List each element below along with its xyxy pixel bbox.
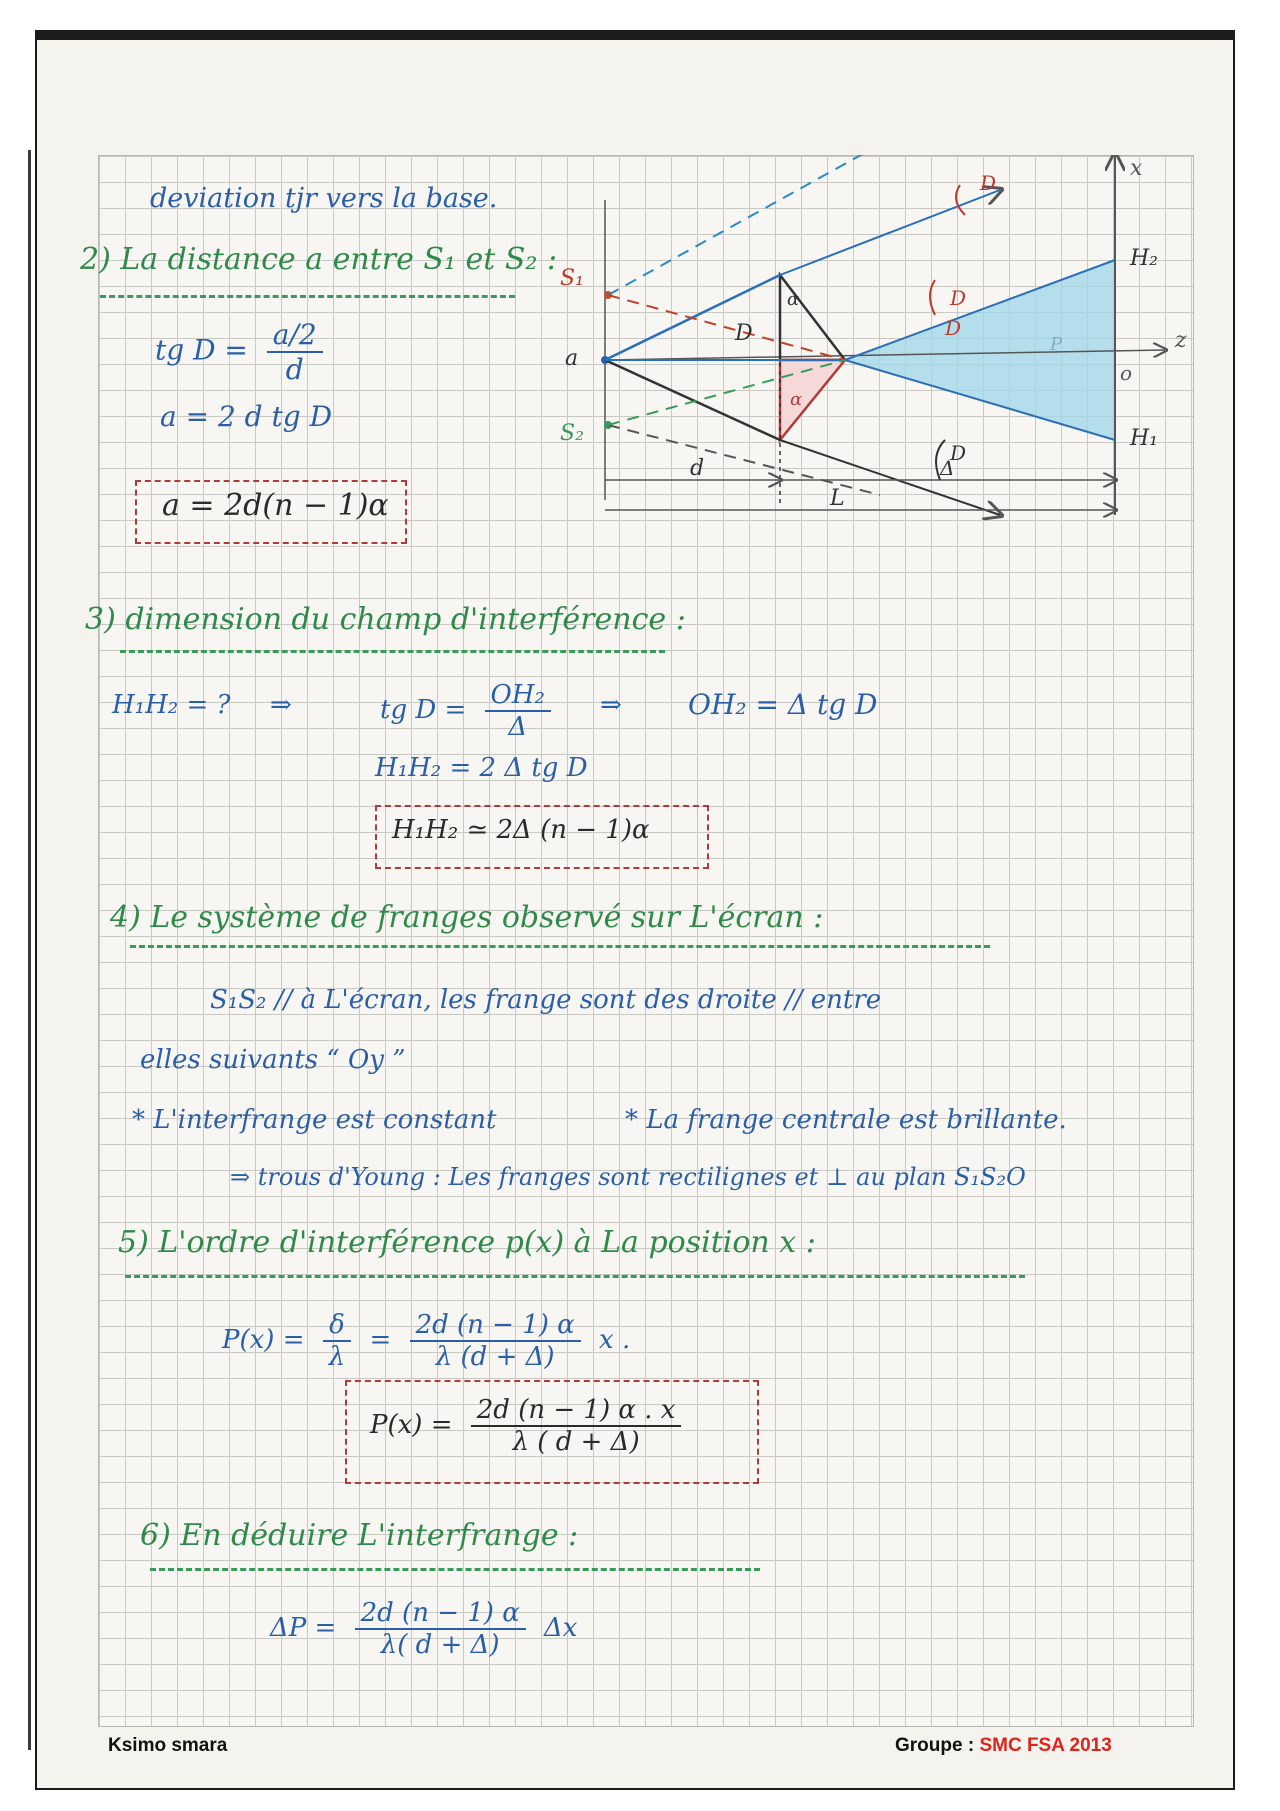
diagram-label-d: d	[690, 456, 705, 481]
q5-boxed-fraction	[471, 1395, 682, 1457]
diagram-label-H2: H₂	[1130, 246, 1159, 271]
q4-heading: 4) Le système de franges observé sur L'écran :	[110, 900, 824, 935]
q5-boxed-den: λ ( d + Δ)	[512, 1427, 640, 1457]
q5-f1-num: δ	[323, 1310, 351, 1342]
q6-heading-underline	[150, 1568, 760, 1571]
q2-tg-fraction	[267, 318, 323, 386]
q2-tg-equation	[155, 318, 333, 386]
q3-question: H₁H₂ = ?	[112, 690, 231, 720]
diagram-label-D-bot: D	[950, 441, 967, 465]
q5-f2-den: λ (d + Δ)	[435, 1342, 555, 1372]
interference-field	[845, 260, 1115, 440]
q5-boxed-lhs: P(x) =	[370, 1410, 453, 1440]
q5-f2-num: 2d (n − 1) α	[410, 1310, 581, 1342]
q5-fraction-1	[323, 1310, 351, 1372]
diagram-label-a: a	[565, 346, 579, 371]
q5-boxed-num: 2d (n − 1) α . x	[471, 1395, 682, 1427]
q3-tg-lhs: tg D =	[380, 695, 467, 725]
diagram-label-P: P	[1050, 334, 1063, 355]
q6-equation	[270, 1598, 577, 1660]
q2-tg-num: a/2	[267, 318, 323, 353]
q3-heading-underline	[120, 650, 665, 653]
q4-line3: ⇒ trous d'Young : Les franges sont rectilignes et ⊥ au plan S₁S₂O	[230, 1163, 1026, 1191]
angle-arc-top	[956, 185, 965, 215]
q3-tg-fraction	[485, 680, 551, 742]
dashed-S1-upper	[608, 155, 870, 295]
diagram-label-S1: S₁	[560, 266, 584, 291]
q3-heading: 3) dimension du champ d'interférence :	[85, 602, 686, 637]
q5-heading-underline	[125, 1275, 1025, 1278]
q2-tg-den: d	[285, 353, 304, 386]
diagram-label-D-mid1: D	[950, 286, 967, 310]
q3-result: H₁H₂ ≃ 2Δ (n − 1)α	[392, 815, 650, 845]
q6-den: λ( d + Δ)	[380, 1630, 500, 1660]
diagram-label-o: o	[1120, 361, 1133, 385]
diagram-label-S2: S₂	[560, 421, 584, 446]
scan-top-edge	[35, 30, 1235, 40]
footer-author: Ksimo smara	[108, 1735, 228, 1756]
diagram-label-alpha2: α	[790, 389, 803, 410]
dashed-S1-apex	[608, 295, 845, 360]
q4-line1: S₁S₂ // à L'écran, les frange sont des droite // entre	[210, 985, 882, 1015]
q2-tg-lhs: tg D =	[155, 333, 248, 367]
diagram-label-D-left: D	[735, 321, 753, 346]
diagram-label-H1: H₁	[1130, 426, 1159, 451]
q2-heading: 2) La distance a entre S₁ et S₂ :	[80, 242, 558, 277]
q3-implies-2: ⇒	[600, 690, 622, 720]
diagram-label-z: z	[1175, 328, 1187, 353]
angle-arc-mid	[930, 280, 935, 315]
q3-tg-den: Δ	[508, 712, 528, 742]
diagram-label-D-mid2: D	[945, 316, 962, 340]
q6-fraction	[355, 1598, 526, 1660]
q5-heading: 5) L'ordre d'interférence p(x) à La position x :	[118, 1225, 816, 1260]
q5-tail: x .	[599, 1325, 631, 1355]
q5-equals: =	[369, 1325, 392, 1355]
diagram-label-alpha1: α	[787, 289, 800, 310]
q3-tg-equation	[380, 680, 561, 742]
ray-lower	[605, 360, 780, 440]
q5-equation	[222, 1310, 630, 1372]
diagram-label-D-top: D	[980, 171, 997, 195]
q6-lhs: ΔP =	[270, 1613, 337, 1643]
q3-tg-num: OH₂	[485, 680, 551, 712]
scan-left-edge	[28, 150, 31, 1750]
intro-line: deviation tjr vers la base.	[150, 183, 498, 214]
footer-group-prefix: Groupe :	[895, 1735, 980, 1756]
optics-diagram	[540, 155, 1220, 615]
q5-lhs: P(x) =	[222, 1325, 305, 1355]
q4-bullet1: * L'interfrange est constant	[132, 1105, 497, 1135]
diagram-label-delta: Δ	[940, 456, 955, 480]
q2-a-equation: a = 2 d tg D	[160, 400, 333, 433]
diagram-label-L: L	[830, 486, 845, 511]
q4-line2: elles suivants “ Oy ”	[140, 1045, 406, 1075]
q5-result	[370, 1395, 691, 1457]
diagram-label-x: x	[1130, 156, 1143, 181]
footer-group-highlight: SMC FSA 2013	[979, 1735, 1112, 1756]
q3-implies-1: ⇒	[270, 690, 292, 720]
biprism-upper	[780, 275, 845, 360]
q4-heading-underline	[130, 945, 990, 948]
footer-group	[895, 1735, 1112, 1757]
q6-num: 2d (n − 1) α	[355, 1598, 526, 1630]
ray-upper-out	[780, 190, 1000, 275]
q5-f1-den: λ	[328, 1342, 346, 1372]
q6-tail: Δx	[544, 1613, 578, 1643]
q4-bullet2: * La frange centrale est brillante.	[625, 1105, 1067, 1135]
q5-fraction-2	[410, 1310, 581, 1372]
q3-h1h2: H₁H₂ = 2 Δ tg D	[375, 753, 588, 783]
q2-result: a = 2d(n − 1)α	[162, 488, 389, 523]
q6-heading: 6) En déduire L'interfrange :	[140, 1518, 579, 1553]
q2-heading-underline	[100, 295, 515, 298]
q3-oh2: OH₂ = Δ tg D	[688, 688, 878, 721]
